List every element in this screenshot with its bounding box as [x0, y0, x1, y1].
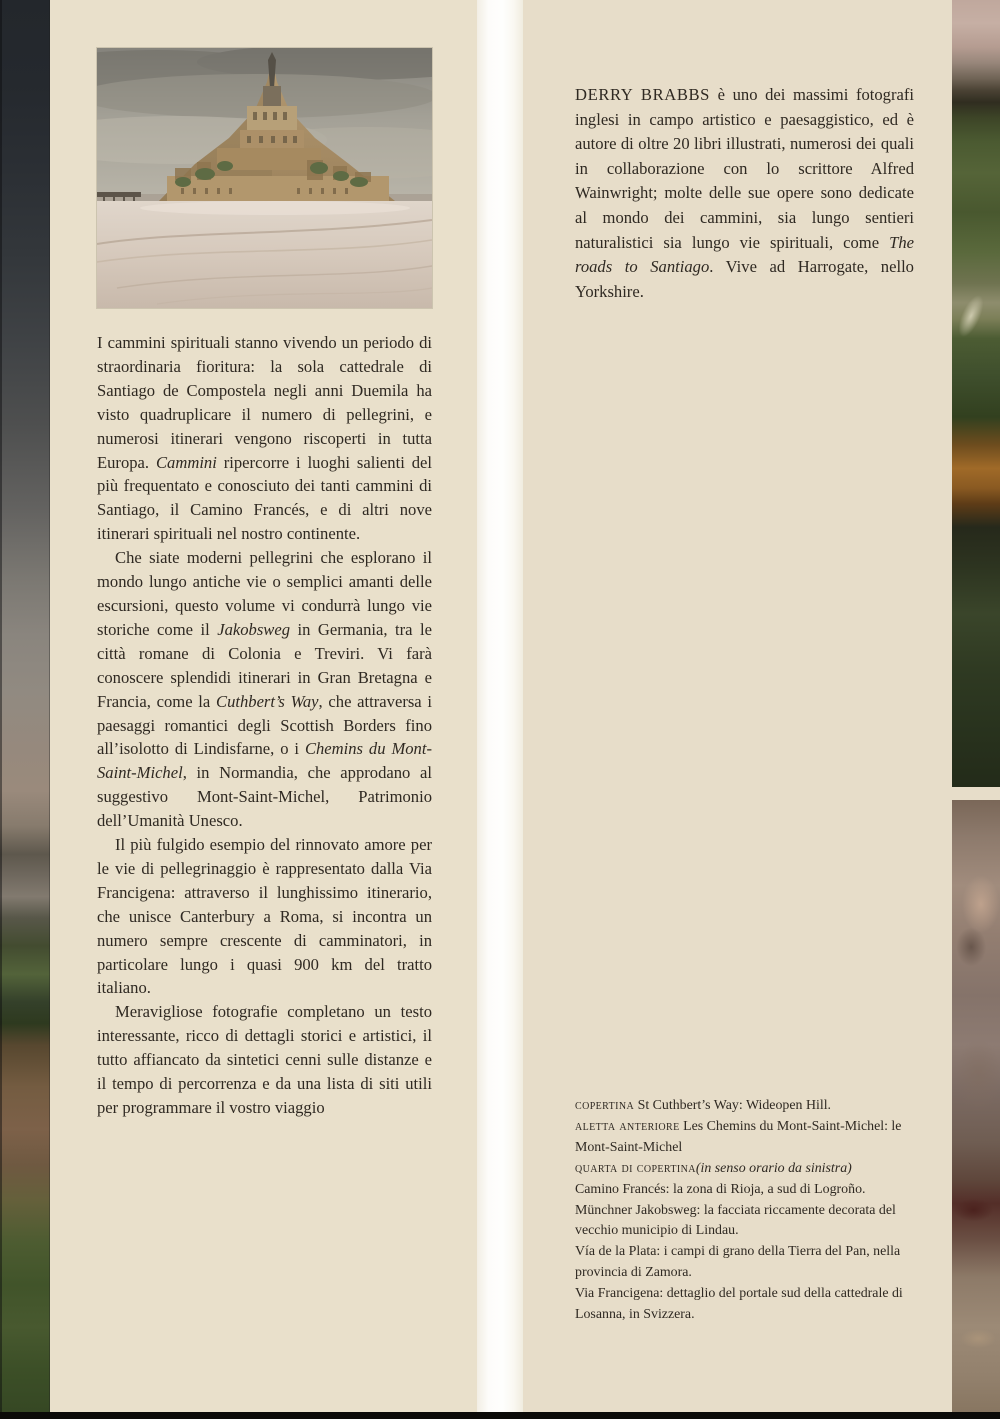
- flap-fold-gap: [477, 0, 523, 1412]
- caption-via-francigena: Via Francigena: dettaglio del portale sud della cattedrale di Losanna, in Svizzera.: [575, 1286, 903, 1323]
- cover-photo-strips: [952, 0, 1000, 1412]
- strip-divider: [952, 787, 1000, 800]
- mont-saint-michel-photo: [97, 48, 432, 308]
- caption-copertina: copertina St Cuthbert’s Way: Wideopen Hill.: [575, 1098, 832, 1113]
- wet-sand: [140, 201, 410, 215]
- photo-credit-captions: [575, 1096, 921, 1326]
- flap-paragraph: Il più fulgido esempio del rinnovato amore per le vie di pellegrinaggio è rappresentato dalla Via Francigena: attraverso il lunghissimo itinerario, che unisce Canterbury a Roma, si incontra un numero sempre crescente di camminatori, in particolare lungo i quasi 900 km del tratto italiano.: [97, 835, 432, 998]
- rioja-landscape-strip: [952, 0, 1000, 787]
- caption-munchner-jakobsweg: Münchner Jakobsweg: la facciata riccamente decorata del vecchio municipio di Lindau.: [575, 1202, 896, 1239]
- lausanne-portal-strip: [952, 800, 1000, 1412]
- back-flap-panel: [523, 0, 952, 1412]
- flap-paragraph: I cammini spirituali stanno vivendo un periodo di straordinaria fioritura: la sola cattedrale di Santiago de Compostela negli anni Duemila ha visto quadruplicare il numero di pellegrini, e numerosi itinerari vengono riscoperti in tutta Europa. Cammini ripercorre i luoghi salienti del più frequentato e conosciuto dei tanti cammini di Santiago, il Camino Francés, e di altri nove itinerari spirituali nel nostro continente.: [97, 333, 432, 544]
- flap-paragraph: Che siate moderni pellegrini che esplorano il mondo lungo antiche vie o semplici amanti delle escursioni, questo volume vi condurrà lungo vie storiche come il Jakobsweg in Germania, tra le città romane di Colonia e Treviri. Vi farà conoscere splendidi itinerari in Gran Bretagna e Francia, come la Cuthbert’s Way, che attraversa i paesaggi romantici degli Scottish Borders fino all’isolotto di Lindisfarne, o i Chemins du Mont-Saint-Michel, in Normandia, che approdano al suggestivo Mont-Saint-Michel, Patrimonio dell’Umanità Unesco.: [97, 548, 432, 831]
- front-flap-text: [97, 331, 432, 1120]
- author-bio: DERRY BRABBS è uno dei massimi fotografi inglesi in campo artistico e paesaggistico, ed è autore di oltre 20 libri illustrati, numerosi dei quali in collaborazione con lo scrittore Alfred Wainwright; molte delle sue opere sono dedicate al mondo dei cammini, sia lungo sentieri naturalistici sia lungo vie spirituali, come The roads to Santiago. Vive ad Harrogate, nello Yorkshire.: [575, 85, 914, 301]
- front-flap-panel: [50, 0, 477, 1412]
- caption-camino-frances: Camino Francés: la zona di Rioja, a sud di Logroño.: [575, 1181, 866, 1197]
- mont-saint-michel-illustration: [97, 48, 432, 308]
- flap-paragraph: Meravigliose fotografie completano un testo interessante, ricco di dettagli storici e artistici, il tutto affiancato da sintetici cenni sulle distanze e il tempo di percorrenza e da una lista di siti utili per programmare il vostro viaggio: [97, 1002, 432, 1117]
- caption-via-de-la-plata: Vía de la Plata: i campi di grano della Tierra del Pan, nella provincia di Zamora.: [575, 1244, 901, 1281]
- caption-aletta-anteriore: aletta anteriore Les Chemins du Mont-Saint-Michel: le Mont-Saint-Michel: [575, 1118, 902, 1155]
- caption-quarta-di-copertina: quarta di copertina(in senso orario da sinistra): [575, 1160, 852, 1176]
- bottom-edge: [0, 1412, 1000, 1419]
- back-cover-landscape-strip: [0, 0, 50, 1412]
